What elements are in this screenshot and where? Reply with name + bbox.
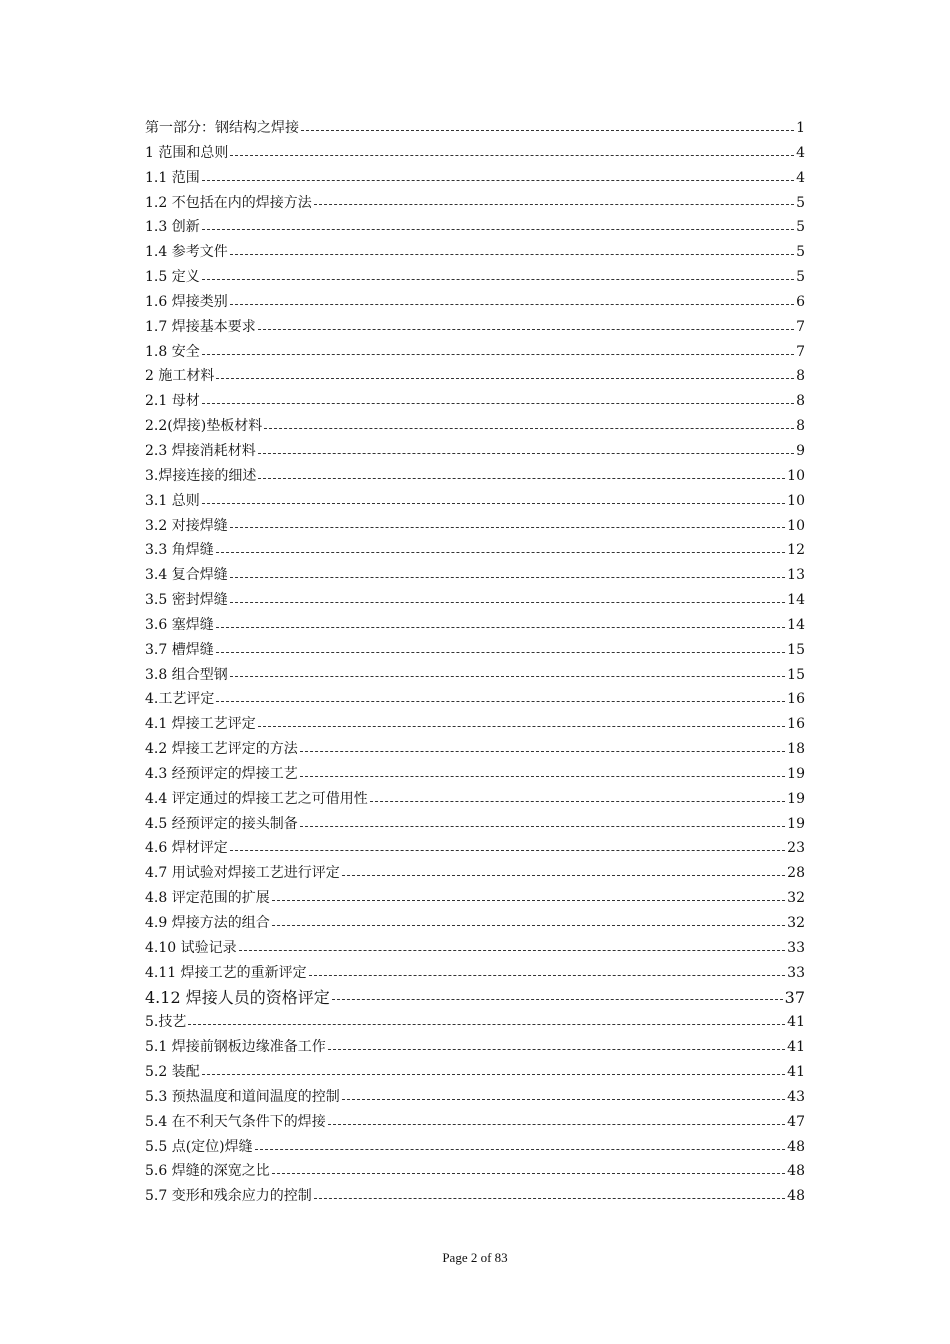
toc-dot-leader	[230, 526, 785, 528]
toc-dot-leader	[300, 775, 785, 777]
toc-entry-page-number: 41	[787, 1064, 805, 1081]
toc-entry[interactable]	[145, 911, 805, 936]
toc-dot-leader	[272, 899, 785, 901]
toc-entry-page-number: 16	[787, 691, 805, 708]
toc-entry-title: 4.4 评定通过的焊接工艺之可借用性	[145, 790, 368, 807]
toc-entry-page-number: 19	[787, 765, 805, 782]
toc-entry[interactable]	[145, 787, 805, 812]
toc-entry-page-number: 4	[796, 144, 805, 161]
toc-dot-leader	[216, 651, 785, 653]
toc-entry-page-number: 6	[796, 293, 805, 310]
toc-entry[interactable]	[145, 215, 805, 240]
toc-entry-title: 5.1 焊接前钢板边缘准备工作	[145, 1039, 326, 1056]
toc-entry[interactable]	[145, 986, 805, 1011]
toc-entry[interactable]	[145, 588, 805, 613]
toc-entry[interactable]	[145, 364, 805, 389]
toc-entry-page-number: 32	[787, 915, 805, 931]
toc-entry-title: 1.1 范围	[145, 169, 200, 186]
toc-entry-page-number: 5	[796, 269, 805, 286]
toc-entry[interactable]	[145, 1135, 805, 1160]
toc-dot-leader	[255, 1148, 786, 1150]
toc-dot-leader	[300, 825, 785, 827]
toc-entry-page-number: 47	[787, 1113, 805, 1130]
toc-entry[interactable]	[145, 240, 805, 265]
table-of-contents	[145, 116, 805, 1209]
toc-entry-page-number: 1	[796, 120, 805, 136]
toc-entry-title: 1 范围和总则	[145, 144, 229, 161]
toc-entry[interactable]	[145, 1159, 805, 1184]
toc-entry[interactable]	[145, 265, 805, 290]
toc-dot-leader	[332, 998, 783, 1000]
toc-entry[interactable]	[145, 663, 805, 688]
toc-entry-page-number: 19	[787, 815, 805, 832]
toc-entry-title: 4.11 焊接工艺的重新评定	[145, 964, 307, 981]
toc-entry[interactable]	[145, 737, 805, 762]
toc-dot-leader	[239, 949, 786, 951]
toc-dot-leader	[300, 750, 785, 752]
toc-entry[interactable]	[145, 439, 805, 464]
toc-entry-title: 5.技艺	[145, 1014, 187, 1031]
toc-entry-page-number: 8	[796, 393, 805, 410]
toc-entry-page-number: 37	[784, 987, 805, 1007]
toc-entry-page-number: 18	[787, 741, 805, 758]
toc-entry[interactable]	[145, 166, 805, 191]
toc-dot-leader	[309, 974, 786, 976]
toc-entry-title: 3.3 角焊缝	[145, 542, 214, 559]
toc-entry-title: 3.2 对接焊缝	[145, 517, 228, 534]
toc-dot-leader	[202, 402, 794, 404]
toc-entry[interactable]	[145, 514, 805, 539]
toc-entry[interactable]	[145, 1035, 805, 1060]
toc-entry-page-number: 41	[787, 1039, 805, 1056]
toc-dot-leader	[342, 874, 785, 876]
toc-entry-page-number: 33	[787, 939, 805, 956]
toc-dot-leader	[370, 800, 785, 802]
toc-entry[interactable]	[145, 1184, 805, 1209]
toc-dot-leader	[342, 1098, 785, 1100]
toc-entry[interactable]	[145, 638, 805, 663]
toc-entry-page-number: 14	[787, 616, 805, 633]
toc-entry-page-number: 7	[796, 343, 805, 360]
toc-dot-leader	[272, 1172, 785, 1174]
toc-dot-leader	[216, 626, 785, 628]
toc-entry[interactable]	[145, 414, 805, 439]
toc-entry-title: 1.3 创新	[145, 219, 200, 236]
toc-entry-title: 4.1 焊接工艺评定	[145, 716, 256, 733]
toc-entry-title: 5.7 变形和残余应力的控制	[145, 1188, 312, 1205]
toc-dot-leader	[314, 203, 794, 205]
toc-entry[interactable]	[145, 538, 805, 563]
toc-entry-title: 5.3 预热温度和道间温度的控制	[145, 1088, 340, 1105]
toc-entry-page-number: 15	[787, 641, 805, 658]
toc-dot-leader	[258, 328, 794, 330]
toc-entry-page-number: 48	[787, 1188, 805, 1205]
toc-entry-page-number: 12	[787, 542, 805, 559]
toc-dot-leader	[202, 278, 794, 280]
toc-entry-page-number: 10	[787, 467, 805, 484]
toc-entry[interactable]	[145, 1010, 805, 1035]
toc-entry-title: 4.8 评定范围的扩展	[145, 890, 270, 907]
toc-entry-title: 2.1 母材	[145, 393, 200, 410]
toc-dot-leader	[314, 1197, 785, 1199]
toc-entry-title: 1.6 焊接类别	[145, 293, 228, 310]
toc-entry-title: 4.5 经预评定的接头制备	[145, 815, 298, 832]
toc-entry-title: 1.4 参考文件	[145, 244, 228, 261]
toc-dot-leader	[216, 551, 785, 553]
toc-dot-leader	[202, 1073, 785, 1075]
toc-entry-title: 2.2(焊接)垫板材料	[145, 418, 263, 435]
toc-dot-leader	[230, 253, 794, 255]
toc-entry-title: 5.5 点(定位)焊缝	[145, 1138, 253, 1155]
toc-entry-page-number: 16	[787, 716, 805, 733]
toc-dot-leader	[264, 427, 794, 429]
toc-dot-leader	[258, 452, 794, 454]
toc-entry-title: 3.4 复合焊缝	[145, 567, 228, 584]
toc-entry-page-number: 8	[796, 418, 805, 435]
toc-entry-page-number: 14	[787, 592, 805, 609]
toc-entry-page-number: 23	[787, 840, 805, 857]
toc-entry[interactable]	[145, 389, 805, 414]
toc-entry-title: 3.1 总则	[145, 492, 200, 509]
toc-entry[interactable]	[145, 464, 805, 489]
toc-entry-title: 1.7 焊接基本要求	[145, 318, 256, 335]
toc-entry-title: 1.8 安全	[145, 343, 200, 360]
toc-entry-page-number: 5	[796, 219, 805, 236]
toc-dot-leader	[216, 700, 785, 702]
toc-entry-page-number: 19	[787, 790, 805, 807]
toc-entry[interactable]	[145, 290, 805, 315]
toc-entry-title: 2.3 焊接消耗材料	[145, 442, 256, 459]
toc-entry-page-number: 48	[787, 1163, 805, 1180]
toc-dot-leader	[328, 1048, 785, 1050]
toc-entry-page-number: 5	[796, 194, 805, 211]
toc-entry-title: 4.2 焊接工艺评定的方法	[145, 741, 298, 758]
toc-entry-page-number: 13	[787, 567, 805, 584]
toc-entry-page-number: 4	[796, 169, 805, 186]
toc-entry[interactable]	[145, 687, 805, 712]
toc-entry[interactable]	[145, 861, 805, 886]
toc-entry-page-number: 41	[787, 1014, 805, 1031]
toc-entry[interactable]	[145, 191, 805, 216]
toc-entry-page-number: 15	[787, 666, 805, 683]
toc-entry[interactable]	[145, 1110, 805, 1135]
toc-entry-title: 5.4 在不利天气条件下的焊接	[145, 1113, 326, 1130]
toc-entry[interactable]	[145, 1060, 805, 1085]
toc-entry-page-number: 9	[796, 442, 805, 459]
toc-entry-title: 3.7 槽焊缝	[145, 641, 214, 658]
toc-dot-leader	[202, 353, 794, 355]
toc-dot-leader	[202, 179, 794, 181]
toc-dot-leader	[202, 502, 785, 504]
toc-entry-title: 3.6 塞焊缝	[145, 616, 214, 633]
toc-entry-title: 4.9 焊接方法的组合	[145, 915, 270, 931]
toc-entry-title: 5.2 装配	[145, 1064, 200, 1081]
toc-entry[interactable]	[145, 340, 805, 365]
toc-entry-page-number: 10	[787, 492, 805, 509]
toc-dot-leader	[258, 725, 785, 727]
toc-entry-title: 5.6 焊缝的深宽之比	[145, 1163, 270, 1180]
toc-entry-page-number: 28	[787, 865, 805, 882]
toc-entry[interactable]	[145, 116, 805, 141]
toc-dot-leader	[202, 228, 794, 230]
toc-dot-leader	[328, 1123, 785, 1125]
toc-entry-title: 4.12 焊接人员的资格评定	[145, 987, 330, 1007]
toc-entry[interactable]	[145, 886, 805, 911]
toc-dot-leader	[216, 377, 794, 379]
toc-entry[interactable]	[145, 762, 805, 787]
toc-entry-title: 3.8 组合型钢	[145, 666, 228, 683]
toc-entry-title: 3.5 密封焊缝	[145, 592, 228, 609]
toc-entry[interactable]	[145, 563, 805, 588]
toc-dot-leader	[272, 924, 785, 926]
toc-entry[interactable]	[145, 613, 805, 638]
toc-entry-title: 4.7 用试验对焊接工艺进行评定	[145, 865, 340, 882]
toc-dot-leader	[301, 129, 794, 131]
toc-entry-page-number: 32	[787, 890, 805, 907]
toc-entry-page-number: 48	[787, 1138, 805, 1155]
toc-entry[interactable]	[145, 936, 805, 961]
toc-entry-title: 4.3 经预评定的焊接工艺	[145, 765, 298, 782]
toc-entry-title: 2 施工材料	[145, 368, 215, 385]
toc-dot-leader	[230, 576, 785, 578]
page-number-footer: Page 2 of 83	[442, 1250, 508, 1265]
toc-entry-title: 4.6 焊材评定	[145, 840, 228, 857]
toc-entry-title: 4.10 试验记录	[145, 939, 237, 956]
toc-entry-page-number: 5	[796, 244, 805, 261]
toc-entry-page-number: 7	[796, 318, 805, 335]
toc-dot-leader	[230, 303, 794, 305]
toc-entry[interactable]	[145, 712, 805, 737]
toc-entry-page-number: 8	[796, 368, 805, 385]
toc-dot-leader	[230, 675, 785, 677]
toc-entry[interactable]	[145, 315, 805, 340]
toc-entry-page-number: 43	[787, 1088, 805, 1105]
toc-entry-title: 3.焊接连接的细述	[145, 467, 257, 484]
toc-entry[interactable]	[145, 1085, 805, 1110]
toc-dot-leader	[230, 849, 785, 851]
toc-entry-title: 1.2 不包括在内的焊接方法	[145, 194, 312, 211]
toc-entry-page-number: 10	[787, 517, 805, 534]
toc-dot-leader	[258, 477, 785, 479]
toc-entry[interactable]	[145, 961, 805, 986]
toc-entry[interactable]	[145, 812, 805, 837]
toc-entry-title: 4.工艺评定	[145, 691, 215, 708]
toc-dot-leader	[230, 154, 794, 156]
toc-dot-leader	[230, 601, 785, 603]
toc-entry[interactable]	[145, 836, 805, 861]
toc-entry-title: 1.5 定义	[145, 269, 200, 286]
toc-entry-title: 第一部分：钢结构之焊接	[145, 120, 299, 136]
toc-entry[interactable]	[145, 489, 805, 514]
toc-entry[interactable]	[145, 141, 805, 166]
toc-dot-leader	[188, 1023, 785, 1025]
toc-entry-page-number: 33	[787, 964, 805, 981]
